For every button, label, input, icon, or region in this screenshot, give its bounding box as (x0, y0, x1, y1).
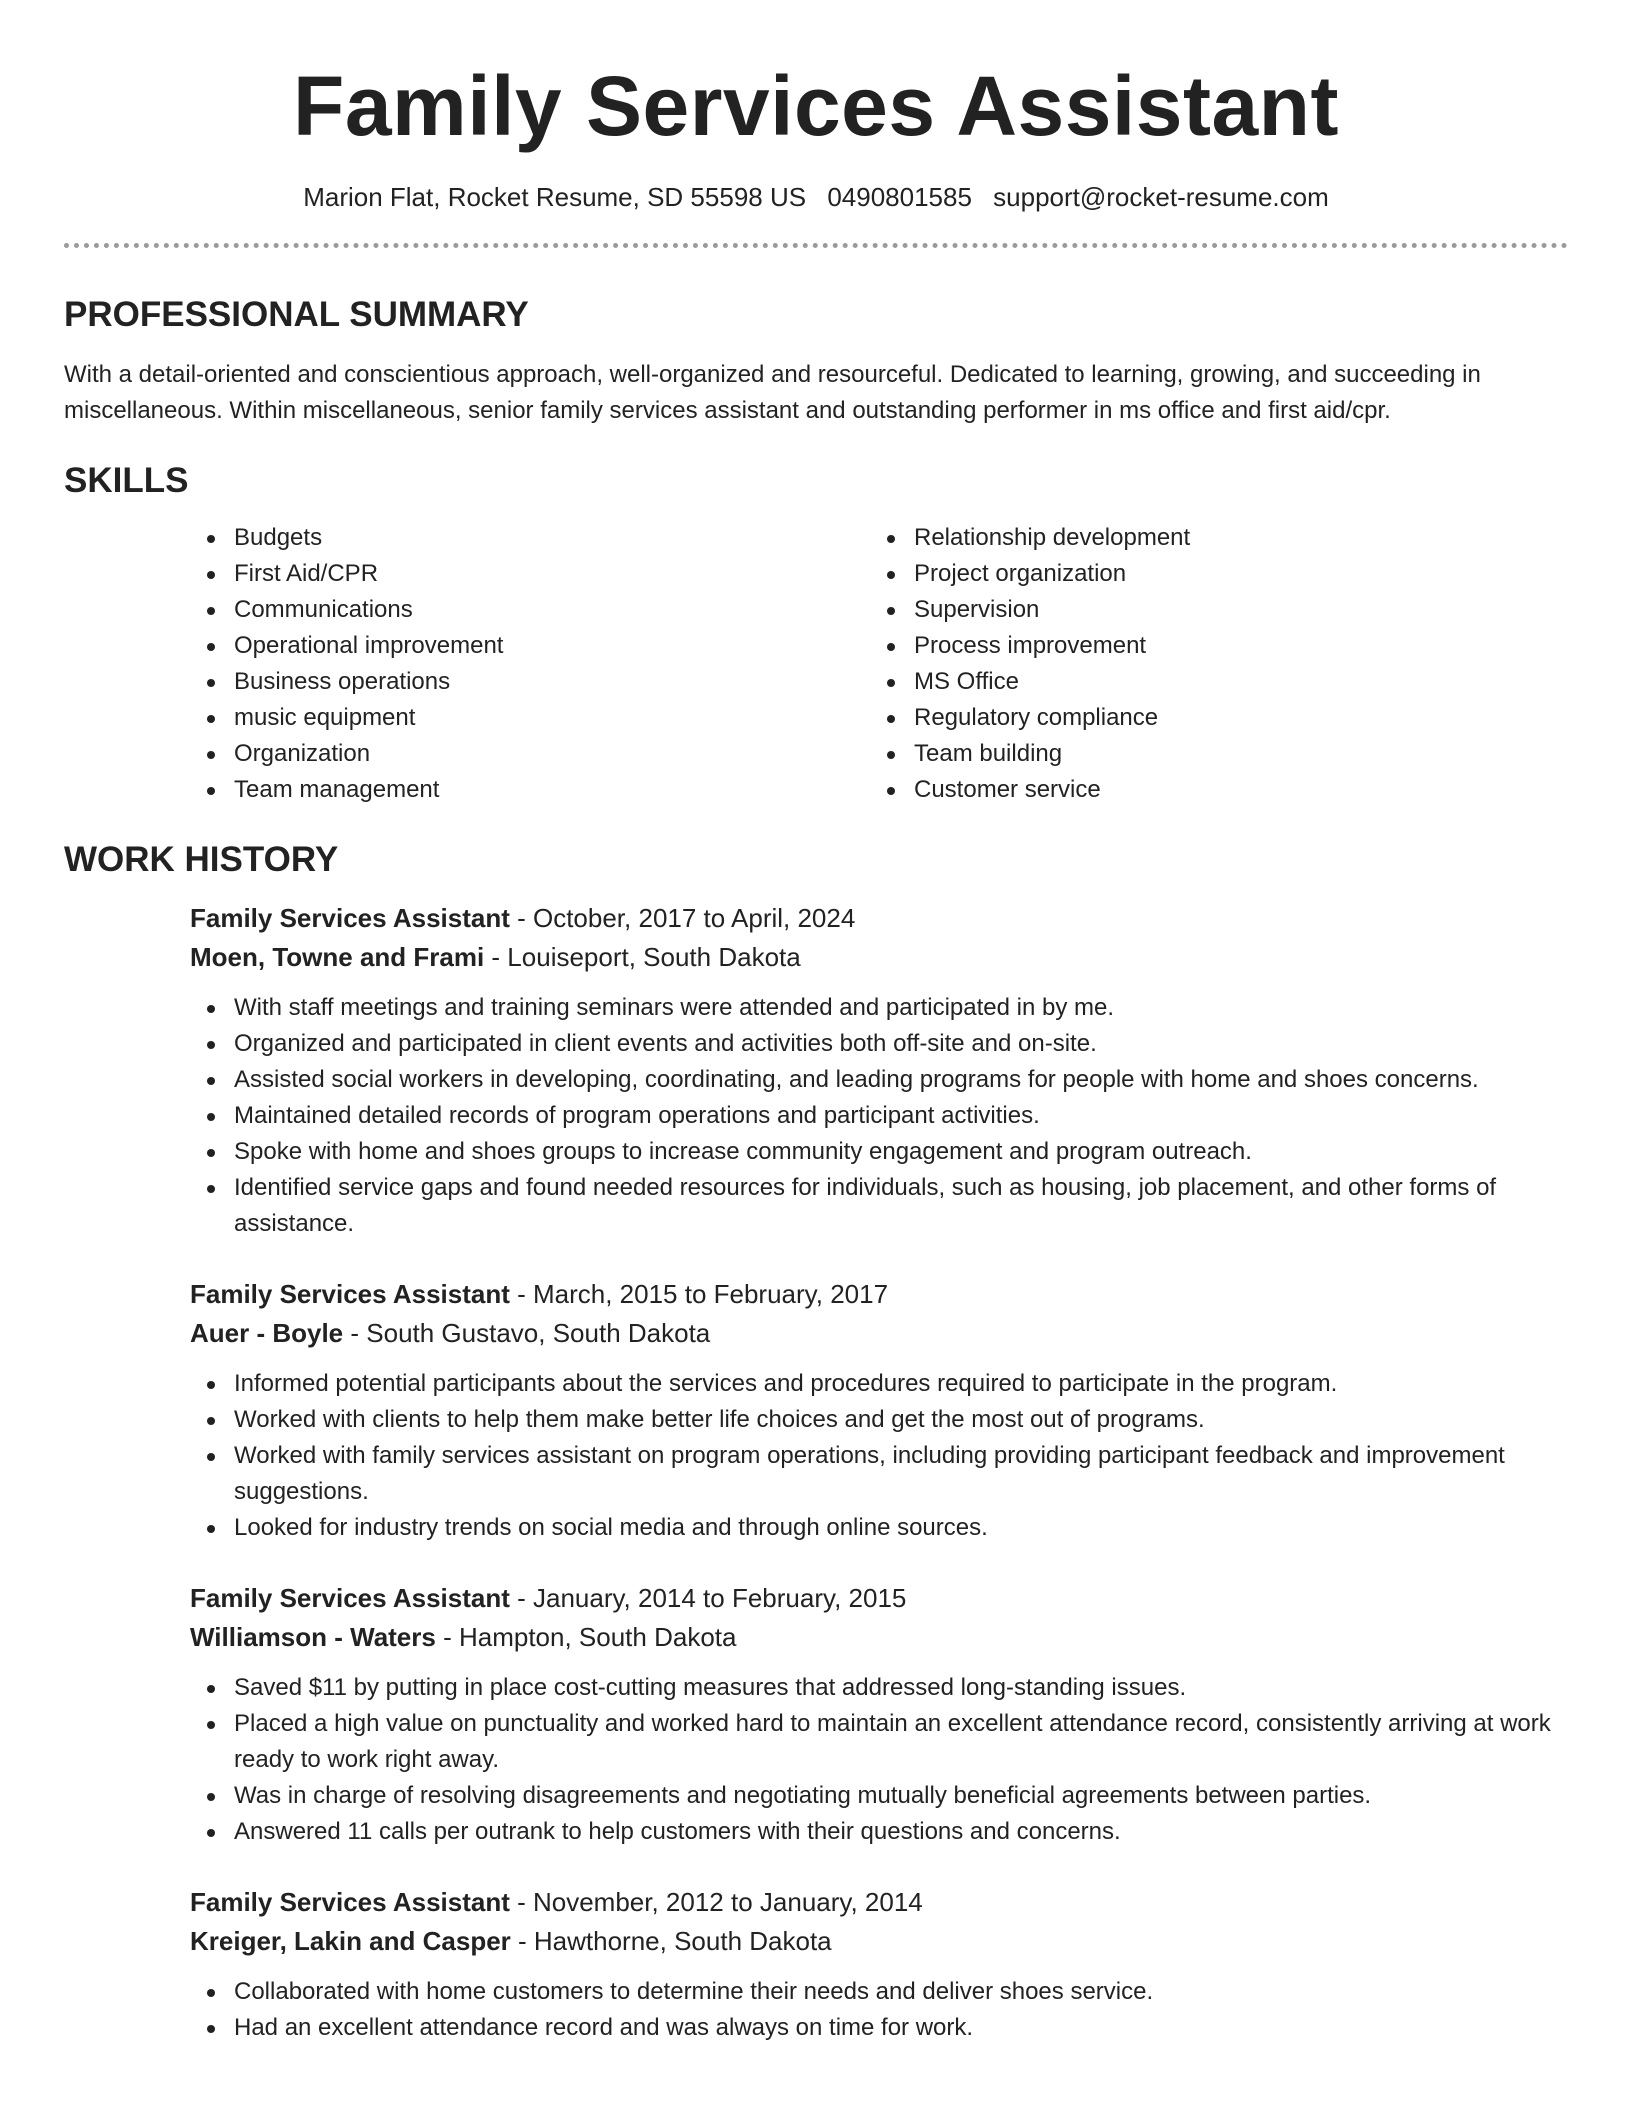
skill-item: Project organization (870, 556, 1550, 592)
bullet-icon (207, 1453, 215, 1461)
skills-columns (190, 520, 1568, 808)
job-dates: - October, 2017 to April, 2024 (509, 903, 856, 933)
job-role: Family Services Assistant (190, 1279, 510, 1309)
bullet-icon (207, 1793, 215, 1801)
job-company-line (190, 1618, 1568, 1657)
skill-item: Regulatory compliance (870, 700, 1550, 736)
skill-item: Business operations (190, 664, 870, 700)
job-company-line (190, 1922, 1568, 1961)
job-role: Family Services Assistant (190, 903, 510, 933)
job-dates: - November, 2012 to January, 2014 (509, 1887, 923, 1917)
bullet-icon (887, 679, 895, 687)
job-bullet: Answered 11 calls per outrank to help customers with their questions and concerns. (190, 1814, 1568, 1850)
job-title-line (190, 1883, 1568, 1922)
bullet-icon (207, 1417, 215, 1425)
bullet-icon (887, 571, 895, 579)
job-location: - South Gustavo, South Dakota (343, 1318, 711, 1348)
bullet-icon (207, 1005, 215, 1013)
job-bullet: Placed a high value on punctuality and worked hard to maintain an excellent attendance record, consistently arriving at work ready to work right away. (190, 1706, 1568, 1778)
job-bullets (64, 1974, 1568, 2046)
contact-line (64, 181, 1568, 213)
job-company: Auer - Boyle (190, 1318, 344, 1348)
skills-section (64, 459, 1568, 808)
bullet-icon (887, 607, 895, 615)
job-bullet: Identified service gaps and found needed resources for individuals, such as housing, job placement, and other forms of assistance. (190, 1170, 1568, 1242)
bullet-icon (887, 535, 895, 543)
resume-page (64, 0, 1568, 2046)
skills-right-column (870, 520, 1550, 808)
bullet-icon (207, 535, 215, 543)
job-company: Kreiger, Lakin and Casper (190, 1926, 511, 1956)
job-title-line (190, 899, 1568, 938)
bullet-icon (207, 751, 215, 759)
candidate-name: Family Services Assistant (293, 59, 1339, 153)
skill-item: Process improvement (870, 628, 1550, 664)
bullet-icon (887, 751, 895, 759)
skill-item: Supervision (870, 592, 1550, 628)
contact-email: support@rocket-resume.com (993, 182, 1329, 212)
work-section (64, 838, 1568, 2046)
job-role: Family Services Assistant (190, 1887, 510, 1917)
skill-item: Customer service (870, 772, 1550, 808)
bullet-icon (207, 1113, 215, 1121)
skill-item: Team management (190, 772, 870, 808)
job-location: - Hampton, South Dakota (435, 1622, 737, 1652)
job-bullet: With staff meetings and training seminars were attended and participated in by me. (190, 990, 1568, 1026)
skill-item: Communications (190, 592, 870, 628)
job-bullet: Was in charge of resolving disagreements and negotiating mutually beneficial agreements between parties. (190, 1778, 1568, 1814)
work-heading: WORK HISTORY (64, 840, 339, 879)
skill-item: Operational improvement (190, 628, 870, 664)
job-entry (190, 1579, 1568, 1850)
job-bullet: Assisted social workers in developing, coordinating, and leading programs for people with home and shoes concerns. (190, 1062, 1568, 1098)
summary-heading: PROFESSIONAL SUMMARY (64, 295, 529, 334)
job-bullet: Had an excellent attendance record and was always on time for work. (190, 2010, 1568, 2046)
job-company: Moen, Towne and Frami (190, 942, 485, 972)
bullet-icon (207, 1149, 215, 1157)
bullet-icon (207, 679, 215, 687)
skill-item: Budgets (190, 520, 870, 556)
bullet-icon (207, 1077, 215, 1085)
skills-left-column (190, 520, 870, 808)
bullet-icon (207, 1989, 215, 1997)
job-bullets (64, 990, 1568, 1242)
summary-section (64, 293, 1568, 429)
job-bullet: Spoke with home and shoes groups to increase community engagement and program outreach. (190, 1134, 1568, 1170)
job-bullet: Saved $11 by putting in place cost-cutting measures that addressed long-standing issues. (190, 1670, 1568, 1706)
job-dates: - March, 2015 to February, 2017 (509, 1279, 889, 1309)
contact-phone: 0490801585 (827, 182, 972, 212)
job-bullet: Informed potential participants about the services and procedures required to participate in the program. (190, 1366, 1568, 1402)
job-title-line (190, 1579, 1568, 1618)
job-bullets (64, 1670, 1568, 1850)
bullet-icon (207, 643, 215, 651)
bullet-icon (207, 1525, 215, 1533)
bullet-icon (207, 1721, 215, 1729)
bullet-icon (207, 1185, 215, 1193)
bullet-icon (207, 1041, 215, 1049)
bullet-icon (207, 715, 215, 723)
header-divider (64, 243, 1568, 248)
bullet-icon (207, 1381, 215, 1389)
job-title-line (190, 1275, 1568, 1314)
job-bullet: Collaborated with home customers to determine their needs and deliver shoes service. (190, 1974, 1568, 2010)
job-entry (190, 1275, 1568, 1546)
job-bullet: Worked with clients to help them make better life choices and get the most out of programs. (190, 1402, 1568, 1438)
job-dates: - January, 2014 to February, 2015 (509, 1583, 907, 1613)
skill-item: Organization (190, 736, 870, 772)
bullet-icon (207, 787, 215, 795)
skill-item: music equipment (190, 700, 870, 736)
job-entry (190, 1883, 1568, 2046)
bullet-icon (887, 643, 895, 651)
skill-item: Team building (870, 736, 1550, 772)
bullet-icon (887, 715, 895, 723)
contact-address: Marion Flat, Rocket Resume, SD 55598 US (303, 182, 807, 212)
job-bullet: Maintained detailed records of program operations and participant activities. (190, 1098, 1568, 1134)
skill-item: Relationship development (870, 520, 1550, 556)
job-entry (190, 899, 1568, 1242)
job-bullets (64, 1366, 1568, 1546)
job-company-line (190, 938, 1568, 977)
job-location: - Hawthorne, South Dakota (510, 1926, 832, 1956)
job-bullet: Worked with family services assistant on program operations, including providing participant feedback and improvement suggestions. (190, 1438, 1568, 1510)
job-role: Family Services Assistant (190, 1583, 510, 1613)
skill-item: First Aid/CPR (190, 556, 870, 592)
job-company: Williamson - Waters (190, 1622, 436, 1652)
bullet-icon (207, 571, 215, 579)
summary-text: With a detail-oriented and conscientious approach, well-organized and resourceful. Dedicated to learning, growing, and succeeding in miscellaneous. Within miscellaneous, senior family services assistant and outstanding performer in ms office and first aid/cpr. (64, 361, 1481, 424)
bullet-icon (887, 787, 895, 795)
job-bullet: Looked for industry trends on social media and through online sources. (190, 1510, 1568, 1546)
bullet-icon (207, 607, 215, 615)
skill-item: MS Office (870, 664, 1550, 700)
skills-heading: SKILLS (64, 461, 189, 500)
job-company-line (190, 1314, 1568, 1353)
job-location: - Louiseport, South Dakota (484, 942, 801, 972)
bullet-icon (207, 2025, 215, 2033)
bullet-icon (207, 1829, 215, 1837)
job-bullet: Organized and participated in client events and activities both off-site and on-site. (190, 1026, 1568, 1062)
bullet-icon (207, 1685, 215, 1693)
